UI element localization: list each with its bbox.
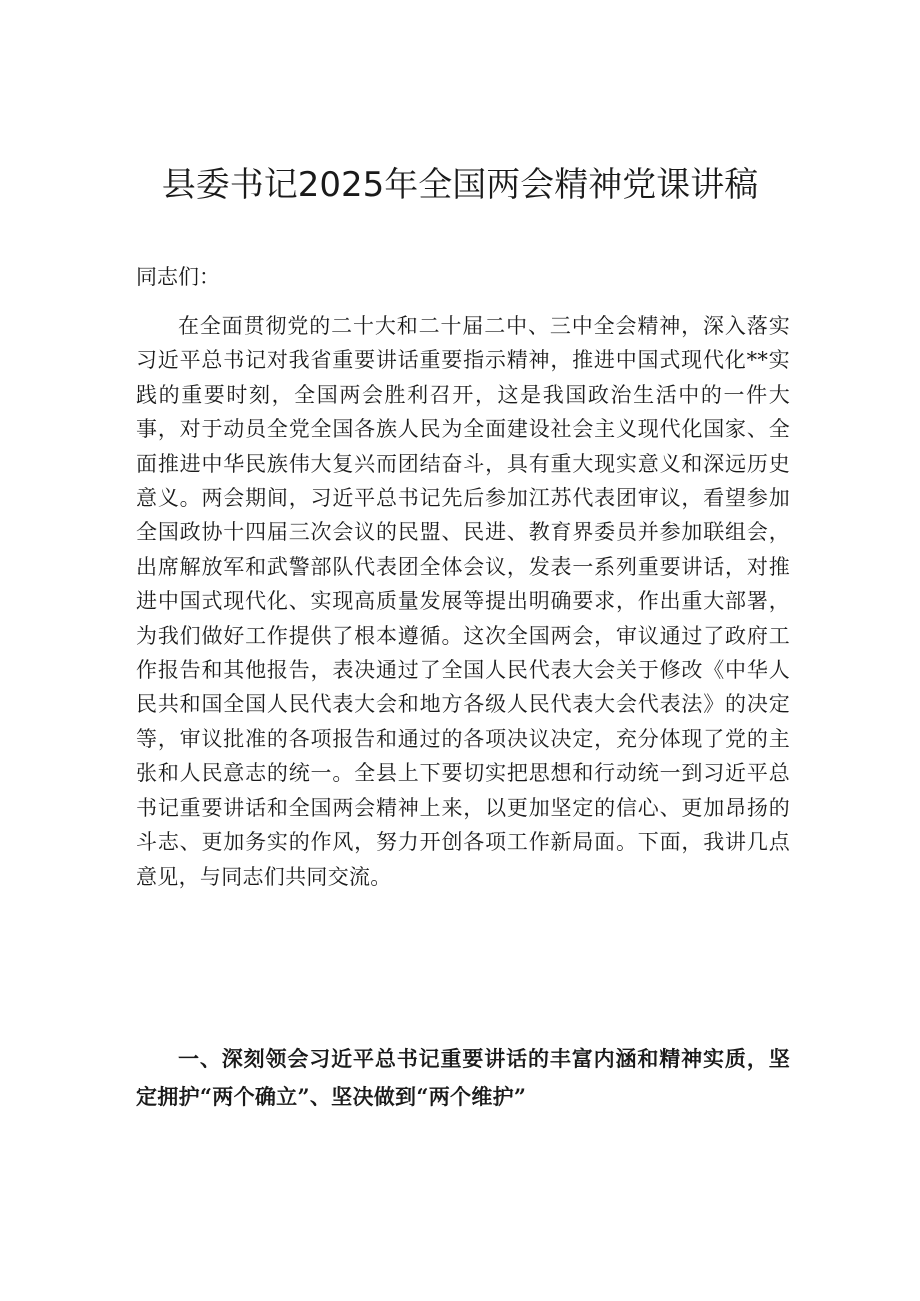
section-heading: 一、深刻领会习近平总书记重要讲话的丰富内涵和精神实质，坚定拥护“两个确立”、坚决做到“两个维护” <box>136 1046 790 1109</box>
document-title: 县委书记2025年全国两会精神党课讲稿 <box>161 165 759 205</box>
body-paragraph: 在全面贯彻党的二十大和二十届二中、三中全会精神，深入落实习近平总书记对我省重要讲话重要指示精神，推进中国式现代化**实践的重要时刻，全国两会胜利召开，这是我国政治生活中的一件大事，对于动员全党全国各族人民为全面建设社会主义现代化国家、全面推进中华民族伟大复兴而团结奋斗，具有重大现实意义和深远历史意义。两会期间，习近平总书记先后参加江苏代表团审议，看望参加全国政协十四届三次会议的民盟、民进、教育界委员并参加联组会，出席解放军和武警部队代表团全体会议，发表一系列重要讲话，对推进中国式现代化、实现高质量发展等提出明确要求，作出重大部署，为我们做好工作提供了根本遵循。这次全国两会，审议通过了政府工作报告和其他报告，表决通过了全国人民代表大会关于修改《中华人民共和国全国人民代表大会和地方各级人民代表大会代表法》的决定等，审议批准的各项报告和通过的各项决议决定，充分体现了党的主张和人民意志的统一。全县上下要切实把思想和行动统一到习近平总书记重要讲话和全国两会精神上来，以更加坚定的信心、更加昂扬的斗志、更加务实的作风，努力开创各项工作新局面。下面，我讲几点意见，与同志们共同交流。 <box>136 314 790 889</box>
salutation: 同志们： <box>136 265 220 289</box>
